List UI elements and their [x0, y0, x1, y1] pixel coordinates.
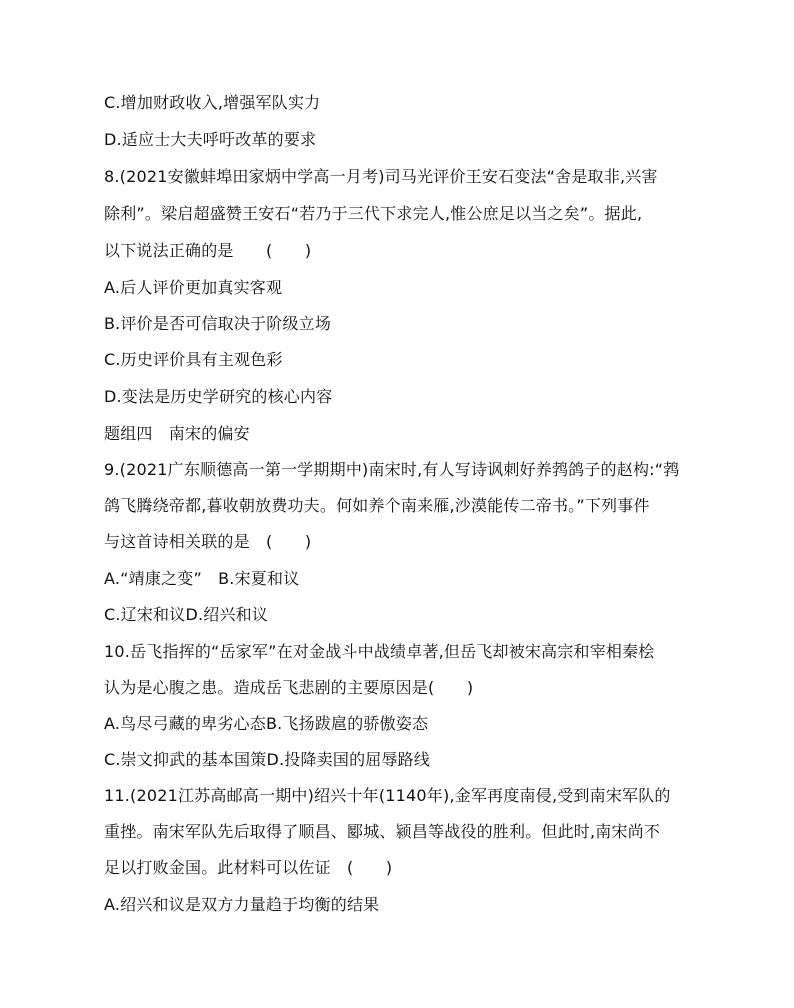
question-11-line-2: 重挫。南宋军队先后取得了顺昌、郾城、颍昌等战役的胜利。但此时,南宋尚不 — [104, 822, 661, 841]
question-11-line-1: 11.(2021江苏高邮高一期中)绍兴十年(1140年),金军再度南侵,受到南宋军队的 — [104, 786, 671, 805]
options-cd-q10: C.崇文抑武的基本国策D.投降卖国的屈辱路线 — [104, 750, 431, 769]
option-d-q7: D.适应士大夫呼吁改革的要求 — [104, 130, 317, 149]
question-10-line-2: 认为是心腹之患。造成岳飞悲剧的主要原因是( ) — [104, 678, 474, 697]
question-9-line-2: 鸽飞腾绕帝都,暮收朝放费功夫。何如养个南来雁,沙漠能传二帝书。”下列事件 — [104, 496, 650, 515]
option-a-q8: A.后人评价更加真实客观 — [104, 278, 283, 297]
option-d-q8: D.变法是历史学研究的核心内容 — [104, 387, 333, 406]
options-ab-q9: A.“靖康之变” B.宋夏和议 — [104, 569, 300, 588]
question-8-line-1: 8.(2021安徽蚌埠田家炳中学高一月考)司马光评价王安石变法“舍是取非,兴害 — [104, 167, 658, 186]
option-c-q8: C.历史评价具有主观色彩 — [104, 350, 283, 369]
question-11-line-3: 足以打败金国。此材料可以佐证 ( ) — [104, 858, 393, 877]
options-cd-q9: C.辽宋和议D.绍兴和议 — [104, 605, 269, 624]
question-10-line-1: 10.岳飞指挥的“岳家军”在对金战斗中战绩卓著,但岳飞却被宋高宗和宰相秦桧 — [104, 642, 655, 661]
question-8-line-2: 除利”。梁启超盛赞王安石“若乃于三代下求完人,惟公庶足以当之矣”。据此, — [104, 204, 643, 223]
option-b-q8: B.评价是否可信取决于阶级立场 — [104, 314, 332, 333]
section-heading: 题组四 南宋的偏安 — [104, 424, 250, 443]
question-9-line-3: 与这首诗相关联的是 ( ) — [104, 532, 312, 551]
question-8-line-3: 以下说法正确的是 ( ) — [104, 241, 312, 260]
options-ab-q10: A.鸟尽弓藏的卑劣心态B.飞扬跋扈的骄傲姿态 — [104, 714, 429, 733]
option-a-q11: A.绍兴和议是双方力量趋于均衡的结果 — [104, 895, 380, 914]
option-c-q7: C.增加财政收入,增强军队实力 — [104, 93, 321, 112]
question-9-line-1: 9.(2021广东顺德高一第一学期期中)南宋时,有人写诗讽刺好养鹁鸽子的赵构:“鹁 — [104, 460, 680, 479]
